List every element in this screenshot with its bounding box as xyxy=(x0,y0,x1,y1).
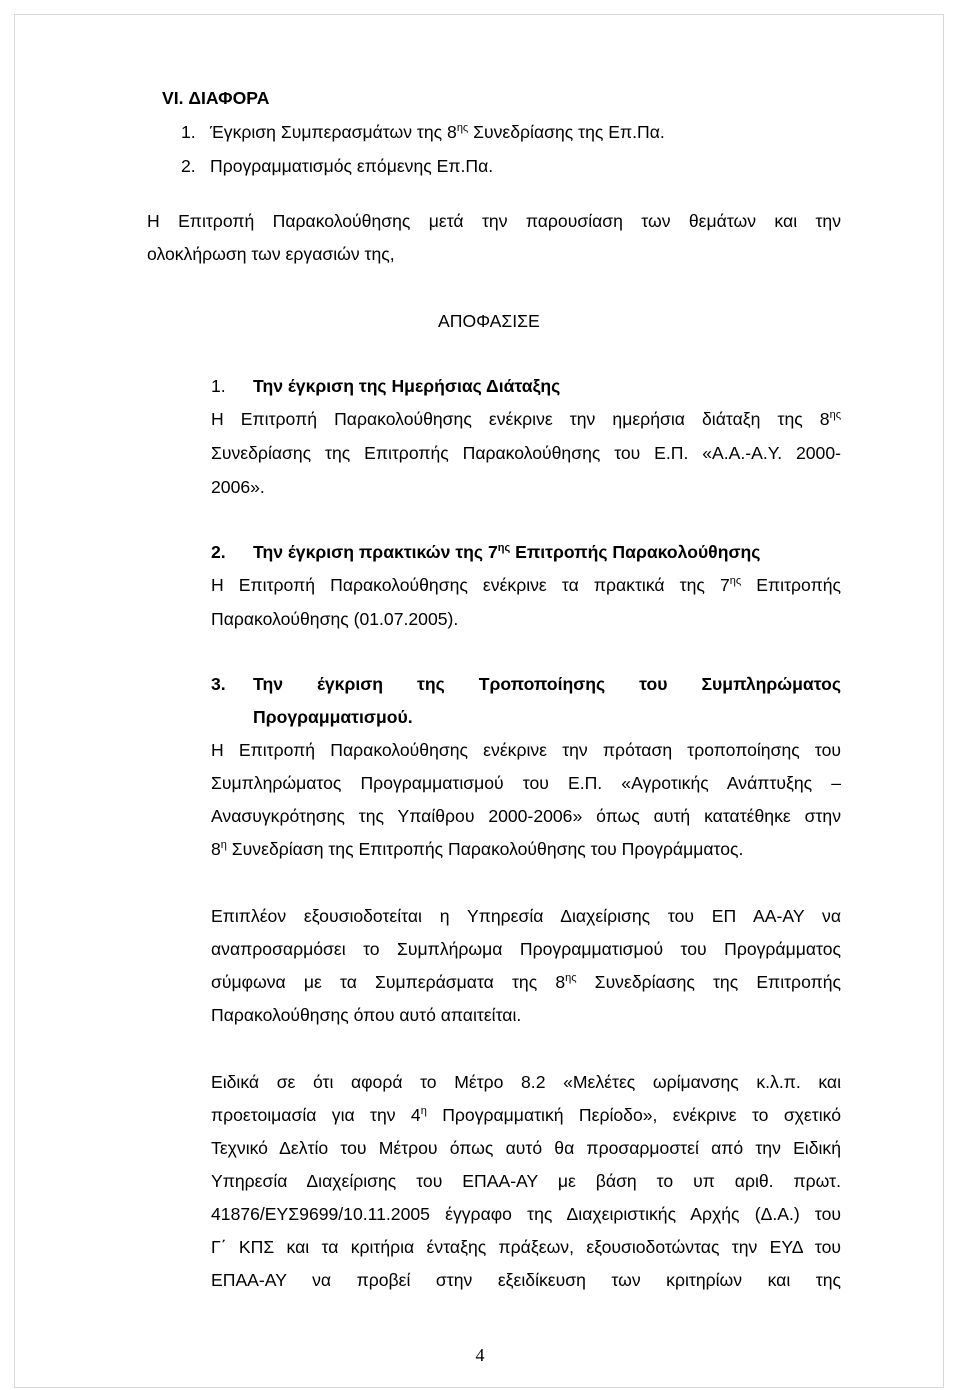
section-item-1: 1. Έγκριση Συμπερασμάτων της $8^{\eta\varsigma}$ Συνεδρίασης της Επ.Πα. xyxy=(181,122,665,142)
decision-2-title: 2. Την έγκριση πρακτικών της $7^{\eta\varsigma}$ Επιτροπής Παρακολούθησης xyxy=(211,542,761,562)
para-b-line-7: ΕΠΑΑ-ΑΥ να προβεί στην εξειδίκευση των κριτηρίων και της xyxy=(211,1270,841,1290)
decision-3-title-line-2: Προγραμματισμού. xyxy=(253,707,413,727)
decision-1-line-1: Η Επιτροπή Παρακολούθησης ενέκρινε την ημερήσια διάταξη της $8^{\eta\varsigma}$ xyxy=(211,409,841,429)
para-a-line-2: αναπροσαρμόσει το Συμπλήρωμα Προγραμματισμού του Προγράμματος xyxy=(211,939,841,959)
decision-2-line-1: Η Επιτροπή Παρακολούθησης ενέκρινε τα πρακτικά της $7^{\eta\varsigma}$ Επιτροπής xyxy=(211,575,841,595)
para-b-line-6: Γ΄ ΚΠΣ και τα κριτήρια ένταξης πράξεων, εξουσιοδοτώντας την ΕΥΔ του xyxy=(211,1237,841,1257)
decision-1-title: 1. Την έγκριση της Ημερήσιας Διάταξης xyxy=(211,376,561,396)
para-a-line-3: σύμφωνα με τα Συμπεράσματα της $8^{\eta\varsigma}$ Συνεδρίασης της Επιτροπής xyxy=(211,972,842,992)
decision-3-line-1: Η Επιτροπή Παρακολούθησης ενέκρινε την πρόταση τροποποίησης του xyxy=(211,740,841,760)
intro-line-1: Η Επιτροπή Παρακολούθησης μετά την παρουσίαση των θεμάτων και την xyxy=(147,211,841,231)
page-number: 4 xyxy=(475,1345,485,1365)
para-a-line-1: Επιπλέον εξουσιοδοτείται η Υπηρεσία Διαχείρισης του ΕΠ ΑΑ-ΑΥ να xyxy=(211,906,841,926)
decision-3-title: 3. Την έγκριση της Τροποποίησης του Συμπληρώματος xyxy=(211,674,841,694)
para-b-line-4: Υπηρεσία Διαχείρισης του ΕΠΑΑ-ΑΥ με βάση το υπ αριθ. πρωτ. xyxy=(211,1171,841,1191)
decision-3-line-3: Ανασυγκρότησης της Υπαίθρου 2000-2006» όπως αυτή κατατέθηκε στην xyxy=(211,806,841,826)
para-a-line-4: Παρακολούθησης όπου αυτό απαιτείται. xyxy=(211,1005,522,1025)
decision-1-line-2: Συνεδρίασης της Επιτροπής Παρακολούθησης του Ε.Π. «Α.Α.-Α.Υ. 2000- xyxy=(211,443,841,463)
para-b-line-3: Τεχνικό Δελτίο του Μέτρου όπως αυτό θα προσαρμοστεί από την Ειδική xyxy=(211,1138,841,1158)
decision-3-line-4: $8^\eta$ Συνεδρίαση της Επιτροπής Παρακολούθησης του Προγράμματος. xyxy=(211,839,744,859)
para-b-line-2: προετοιμασία για την $4^\eta$ Προγραμματική Περίοδο», ενέκρινε το σχετικό xyxy=(211,1105,841,1125)
para-b-line-5: 41876/ΕΥΣ9699/10.11.2005 έγγραφο της Διαχειριστικής Αρχής (Δ.Α.) του xyxy=(211,1204,841,1224)
section-item-2: 2. Προγραμματισμός επόμενης Επ.Πα. xyxy=(181,156,494,176)
para-b-line-1: Ειδικά σε ότι αφορά το Μέτρο 8.2 «Μελέτες ωρίμανσης κ.λ.π. και xyxy=(211,1072,841,1092)
decision-3-line-2: Συμπληρώματος Προγραμματισμού του Ε.Π. «Αγροτικής Ανάπτυξης – xyxy=(211,773,841,793)
decision-heading: ΑΠΟΦΑΣΙΣΕ xyxy=(438,311,540,331)
intro-line-2: ολοκλήρωση των εργασιών της, xyxy=(147,244,395,264)
decision-1-line-3: 2006». xyxy=(211,477,265,497)
section-title: VI. ΔΙΑΦΟΡΑ xyxy=(162,88,270,108)
decision-2-line-2: Παρακολούθησης (01.07.2005). xyxy=(211,609,459,629)
